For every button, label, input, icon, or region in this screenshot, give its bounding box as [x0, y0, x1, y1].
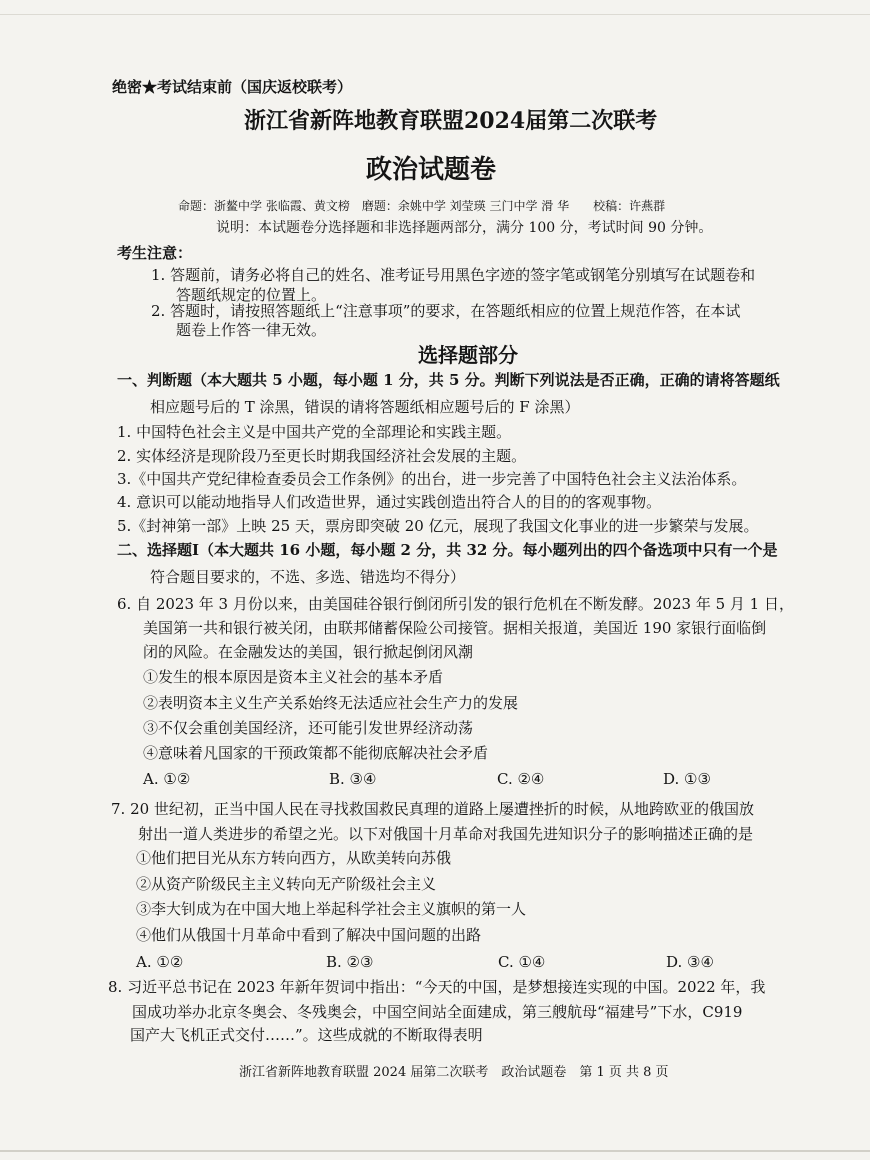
secrecy-label: 绝密★考试结束前（国庆返校联考）: [112, 78, 353, 96]
question-6-stem-cont: 美国第一共和银行被关闭，由联邦储蓄保险公司接管。据相关报道，美国近 190 家银行面临倒: [143, 619, 767, 637]
exam-subtitle: 政治试题卷: [366, 155, 497, 185]
option-b: B. ②③: [326, 953, 374, 971]
scan-artifact: [0, 1150, 870, 1152]
notice-item-1: 1. 答题前，请务必将自己的姓名、准考证号用黑色字迹的签字笔或钢笔分别填写在试题卷和: [151, 266, 756, 284]
option-c: C. ②④: [497, 770, 545, 788]
exam-title: 浙江省新阵地教育联盟2024届第二次联考: [244, 108, 658, 134]
part1-heading: 一、判断题（本大题共 5 小题，每小题 1 分，共 5 分。判断下列说法是否正确，正确的请将答题纸: [117, 371, 780, 389]
question-8-stem-cont: 国成功举办北京冬奥会、冬残奥会，中国空间站全面建成，第三艘航母“福建号”下水，C919: [132, 1003, 743, 1021]
scan-artifact: [0, 14, 870, 15]
part1-heading-cont: 相应题号后的 T 涂黑，错误的请将答题纸相应题号后的 F 涂黑）: [150, 398, 580, 416]
question-6-statement-2: ②表明资本主义生产关系始终无法适应社会生产力的发展: [143, 694, 519, 712]
question-6-stem-cont: 闭的风险。在金融发达的美国，银行掀起倒闭风潮: [143, 643, 474, 661]
question-3: 3.《中国共产党纪律检查委员会工作条例》的出台，进一步完善了中国特色社会主义法治体系。: [117, 470, 747, 488]
notice-item-2: 2. 答题时，请按照答题纸上“注意事项”的要求，在答题纸相应的位置上规范作答，在本试: [151, 302, 741, 320]
question-6-statement-3: ③不仅会重创美国经济，还可能引发世界经济动荡: [143, 719, 474, 737]
question-7-stem: 7. 20 世纪初，正当中国人民在寻找救国救民真理的道路上屡遭挫折的时候，从地跨欧亚的俄国放: [111, 800, 754, 818]
question-2: 2. 实体经济是现阶段乃至更长时期我国经济社会发展的主题。: [117, 447, 527, 465]
notice-heading: 考生注意：: [117, 244, 193, 262]
question-7-statement-1: ①他们把目光从东方转向西方，从欧美转向苏俄: [136, 849, 452, 867]
question-7-stem-cont: 射出一道人类进步的希望之光。以下对俄国十月革命对我国先进知识分子的影响描述正确的是: [138, 825, 754, 843]
question-6-statement-4: ④意味着凡国家的干预政策都不能彻底解决社会矛盾: [143, 744, 489, 762]
part2-heading: 二、选择题Ⅰ（本大题共 16 小题，每小题 2 分，共 32 分。每小题列出的四个备选项中只有一个是: [117, 541, 778, 559]
question-8-stem: 8. 习近平总书记在 2023 年新年贺词中指出：“今天的中国，是梦想接连实现的中国。2022 年，我: [108, 978, 766, 996]
option-d: D. ③④: [666, 953, 714, 971]
option-d: D. ①③: [663, 770, 711, 788]
question-7-statement-3: ③李大钊成为在中国大地上举起科学社会主义旗帜的第一人: [136, 900, 527, 918]
notice-item-2-cont: 题卷上作答一律无效。: [176, 321, 327, 339]
part2-heading-cont: 符合题目要求的，不选、多选、错选均不得分）: [150, 568, 466, 586]
option-b: B. ③④: [329, 770, 377, 788]
question-4: 4. 意识可以能动地指导人们改造世界，通过实践创造出符合人的目的的客观事物。: [117, 493, 662, 511]
authors-line: 命题：浙鳌中学 张临霞、黄文榜 磨题：余姚中学 刘莹瑛 三门中学 滑 华 校稿：许燕群: [178, 199, 666, 213]
question-7-statement-2: ②从资产阶级民主主义转向无产阶级社会主义: [136, 875, 437, 893]
section-title: 选择题部分: [418, 343, 518, 367]
notice-item-1-cont: 答题纸规定的位置上。: [176, 286, 327, 304]
question-8-stem-cont: 国产大飞机正式交付……”。这些成就的不断取得表明: [130, 1026, 483, 1044]
question-6-statement-1: ①发生的根本原因是资本主义社会的基本矛盾: [143, 668, 444, 686]
question-6-options: [143, 768, 763, 790]
option-a: A. ①②: [143, 770, 191, 788]
question-7-options: [136, 951, 756, 973]
page-footer: 浙江省新阵地教育联盟 2024 届第二次联考 政治试题卷 第 1 页 共 8 页: [239, 1065, 669, 1080]
question-1: 1. 中国特色社会主义是中国共产党的全部理论和实践主题。: [117, 423, 512, 441]
option-c: C. ①④: [498, 953, 546, 971]
option-a: A. ①②: [136, 953, 184, 971]
exam-instructions: 说明：本试题卷分选择题和非选择题两部分，满分 100 分，考试时间 90 分钟。: [216, 220, 713, 236]
question-6-stem: 6. 自 2023 年 3 月份以来，由美国硅谷银行倒闭所引发的银行危机在不断发酵。2023 年 5 月 1 日，: [117, 595, 794, 613]
question-7-statement-4: ④他们从俄国十月革命中看到了解决中国问题的出路: [136, 926, 482, 944]
question-5: 5.《封神第一部》上映 25 天，票房即突破 20 亿元，展现了我国文化事业的进一步繁荣与发展。: [117, 517, 759, 535]
